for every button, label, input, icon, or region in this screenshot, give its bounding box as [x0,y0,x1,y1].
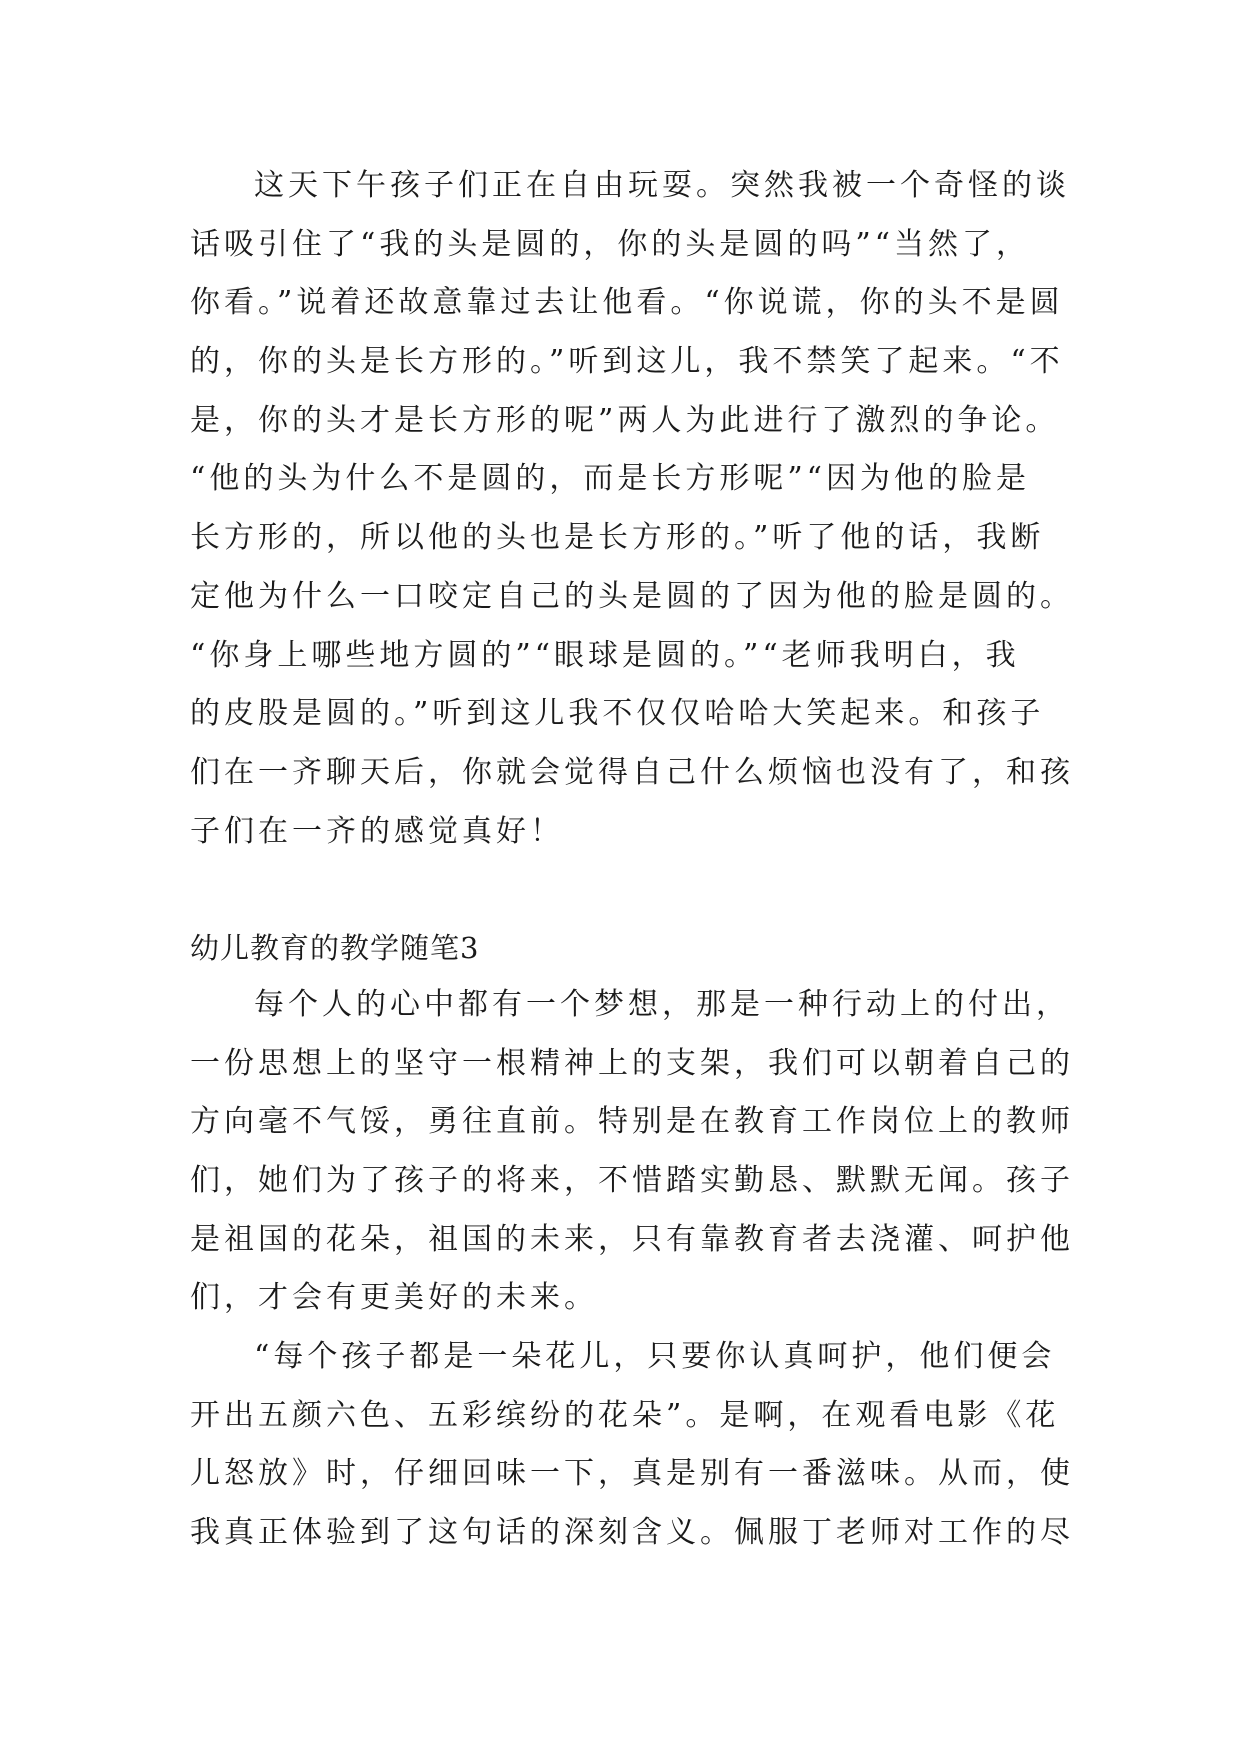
paragraph-line: 一份思想上的坚守一根精神上的支架，我们可以朝着自己的 [190,1045,1074,1081]
paragraph-line: 开出五颜六色、五彩缤纷的花朵”。是啊，在观看电影《花 [190,1397,1060,1433]
paragraph-line: 定他为什么一口咬定自己的头是圆的了因为他的脸是圆的。 [190,578,1074,614]
paragraph-line: 这天下午孩子们正在自由玩耍。突然我被一个奇怪的谈 [254,168,1070,203]
paragraph-line: 的皮股是圆的。”听到这儿我不仅仅哈哈大笑起来。和孩子 [190,696,1045,732]
paragraph-line: 你看。”说着还故意靠过去让他看。“你说谎，你的头不是圆 [190,285,1064,321]
paragraph-line: 是祖国的花朵，祖国的未来，只有靠教育者去浇灌、呵护他 [190,1221,1074,1257]
paragraph-line: “他的头为什么不是圆的，而是长方形呢”“因为他的脸是 [190,461,1031,497]
section-heading: 幼儿教育的教学随笔3 [190,931,480,965]
paragraph-line: 子们在一齐的感觉真好！ [190,813,564,849]
paragraph-line: 的，你的头是长方形的。”听到这儿，我不禁笑了起来。“不 [190,344,1064,380]
paragraph-line: 方向毫不气馁，勇往直前。特别是在教育工作岗位上的教师 [190,1104,1074,1140]
paragraph-1 [190,157,1074,861]
paragraph-line: “你身上哪些地方圆的”“眼球是圆的。”“老师我明白，我 [190,637,1020,673]
paragraph-line: “每个孩子都是一朵花儿，只要你认真呵护，他们便会 [254,1339,1056,1374]
paragraph-line: 是，你的头才是长方形的呢”两人为此进行了激烈的争论。 [190,402,1060,438]
paragraph-line: 们，才会有更美好的未来。 [190,1280,598,1316]
paragraph-line: 长方形的，所以他的头也是长方形的。”听了他的话，我断 [190,520,1045,556]
paragraph-line: 我真正体验到了这句话的深刻含义。佩服丁老师对工作的尽 [190,1515,1074,1551]
paragraph-line: 每个人的心中都有一个梦想，那是一种行动上的付出， [254,987,1070,1022]
paragraph-line: 们在一齐聊天后，你就会觉得自己什么烦恼也没有了，和孩 [190,754,1074,790]
paragraph-3 [190,1328,1074,1563]
paragraph-2 [190,976,1074,1328]
paragraph-line: 们，她们为了孩子的将来，不惜踏实勤恳、默默无闻。孩子 [190,1163,1074,1199]
paragraph-line: 话吸引住了“我的头是圆的，你的头是圆的吗”“当然了， [190,226,1031,262]
paragraph-line: 儿怒放》时，仔细回味一下，真是别有一番滋味。从而，使 [190,1456,1074,1492]
